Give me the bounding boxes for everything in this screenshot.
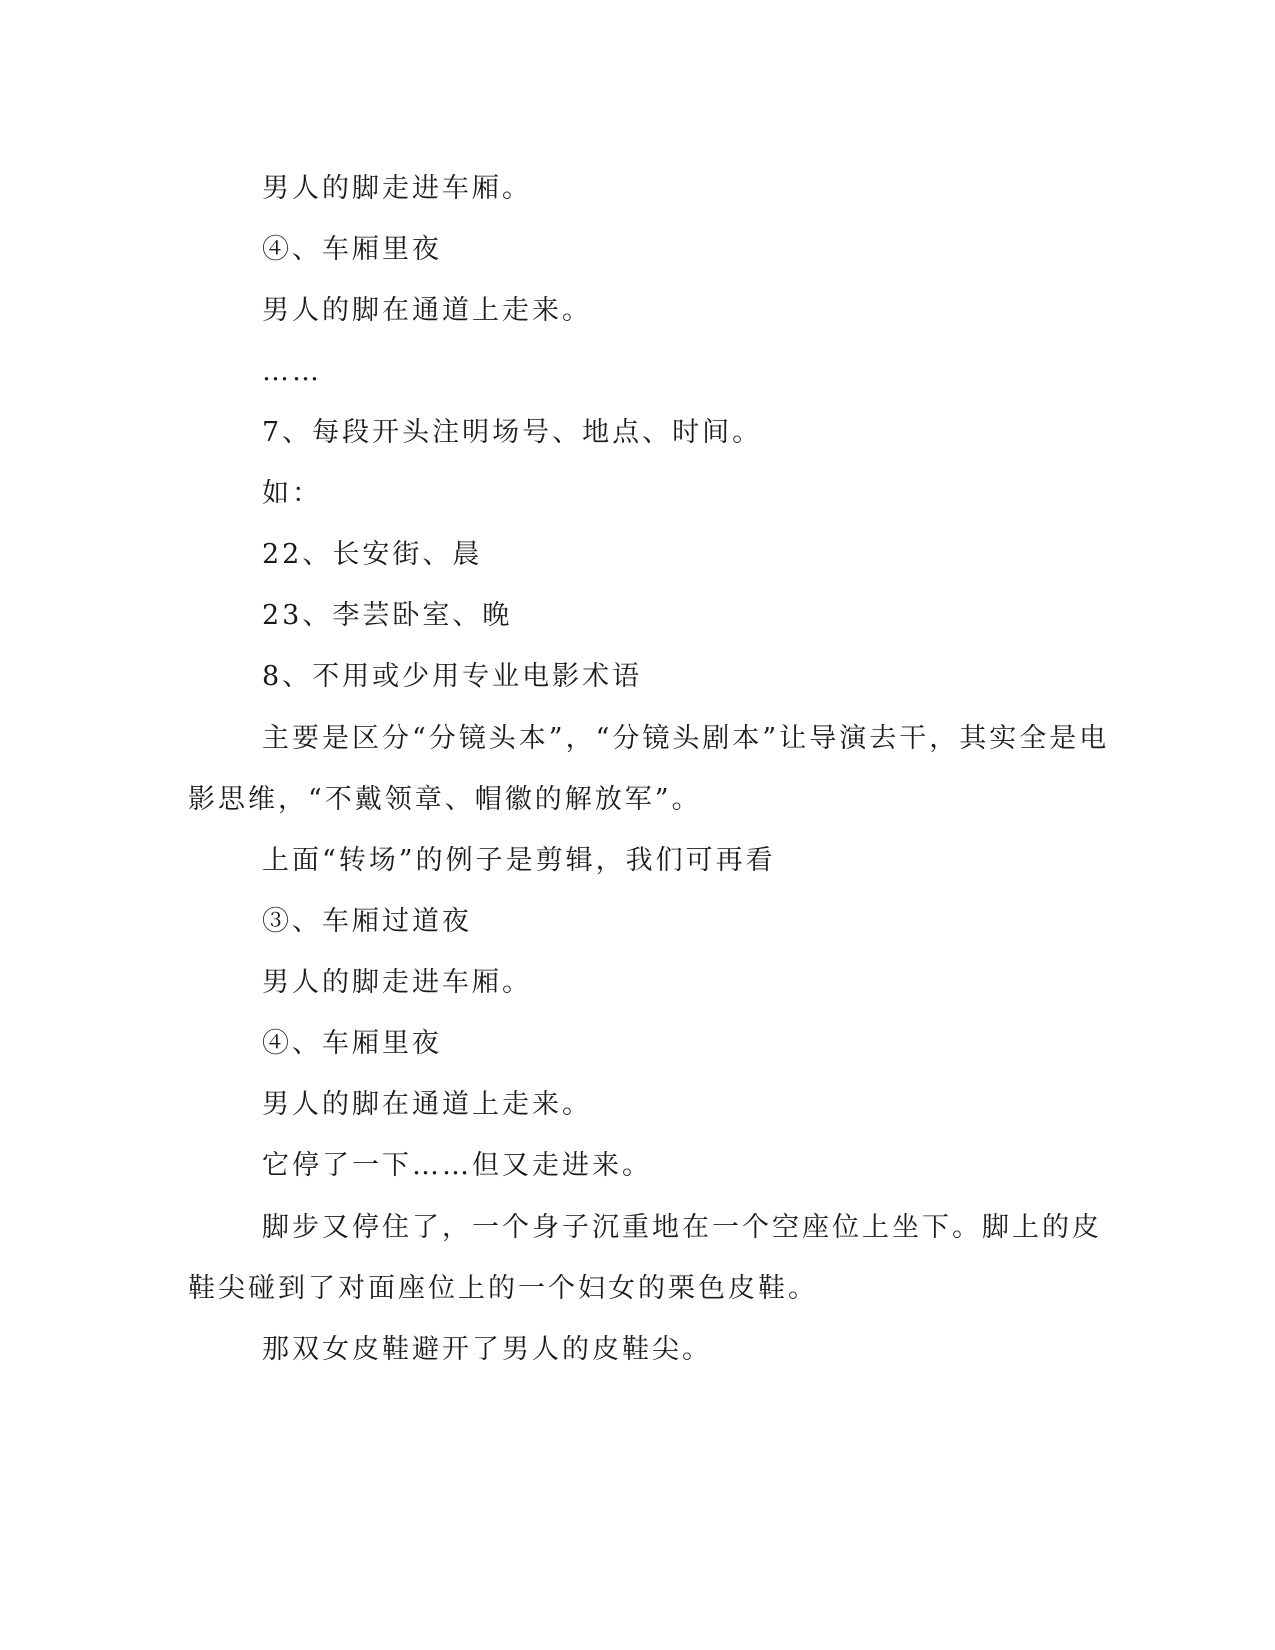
scene-heading: 23、李芸卧室、晚 bbox=[262, 600, 513, 631]
paragraph: 它停了一下……但又走进来。 bbox=[262, 1150, 652, 1181]
scene-heading: 22、长安街、晨 bbox=[262, 539, 483, 570]
numbered-rule: 7、每段开头注明场号、地点、时间。 bbox=[262, 417, 763, 448]
paragraph: 上面“转场”的例子是剪辑，我们可再看 bbox=[262, 845, 776, 876]
paragraph: 如： bbox=[262, 478, 322, 509]
paragraph-continuation: 影思维，“不戴领章、帽徽的解放军”。 bbox=[188, 784, 702, 815]
ellipsis-line: …… bbox=[262, 356, 322, 387]
paragraph: 那双女皮鞋避开了男人的皮鞋尖。 bbox=[262, 1334, 712, 1365]
paragraph-continuation: 鞋尖碰到了对面座位上的一个妇女的栗色皮鞋。 bbox=[188, 1273, 818, 1304]
paragraph: 男人的脚走进车厢。 bbox=[262, 173, 532, 204]
scene-heading: ④、车厢里夜 bbox=[262, 234, 442, 265]
paragraph: 脚步又停住了，一个身子沉重地在一个空座位上坐下。脚上的皮 bbox=[262, 1212, 1102, 1243]
numbered-rule: 8、不用或少用专业电影术语 bbox=[262, 661, 643, 692]
paragraph: 男人的脚在通道上走来。 bbox=[262, 295, 592, 326]
paragraph: 主要是区分“分镜头本”，“分镜头剧本”让导演去干，其实全是电 bbox=[262, 723, 1110, 754]
paragraph: 男人的脚在通道上走来。 bbox=[262, 1089, 592, 1120]
paragraph: 男人的脚走进车厢。 bbox=[262, 967, 532, 998]
scene-heading: ③、车厢过道夜 bbox=[262, 906, 472, 937]
scene-heading: ④、车厢里夜 bbox=[262, 1028, 442, 1059]
